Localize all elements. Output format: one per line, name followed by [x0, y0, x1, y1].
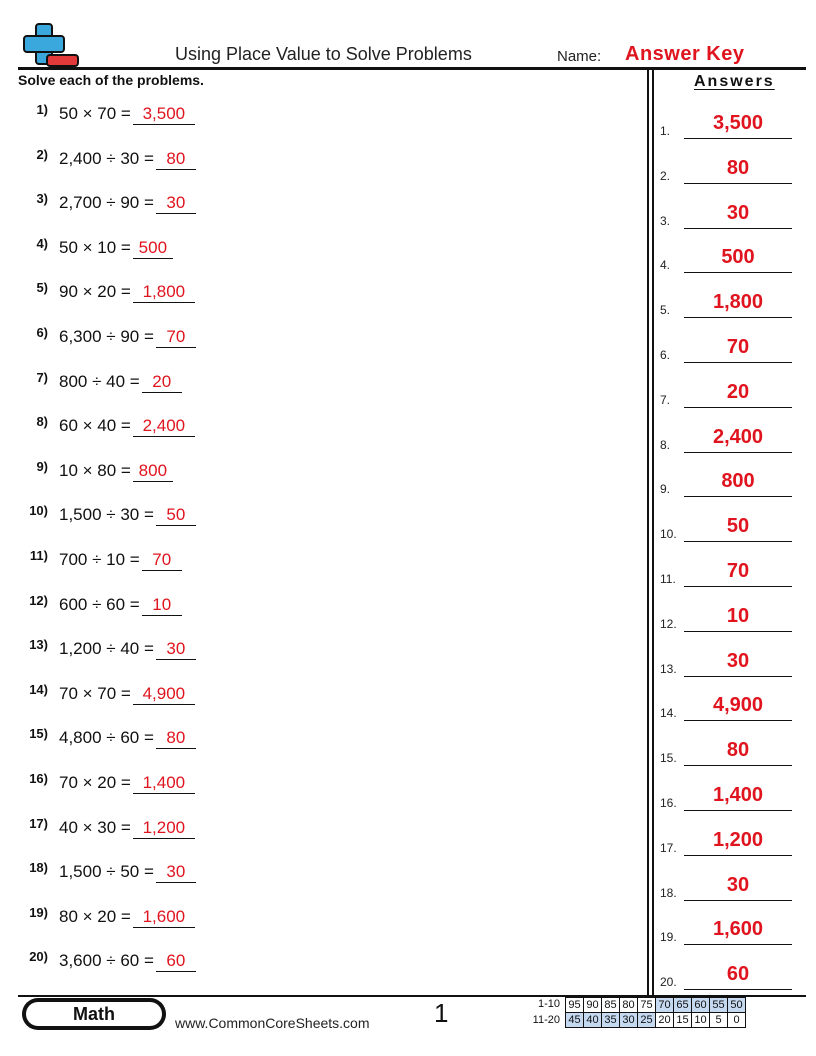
answer-key-line [684, 228, 792, 229]
answer-key-value: 60 [726, 963, 750, 986]
answer-key-item [660, 736, 792, 766]
problem-expression [59, 728, 196, 749]
answer-key-item [660, 288, 792, 318]
instructions: Solve each of the problems. [18, 72, 204, 88]
problem-equation: 2,700 ÷ 90 = [59, 193, 154, 213]
subject-badge [22, 998, 166, 1030]
answer-key-value: 70 [726, 560, 750, 582]
problem-equation: 600 ÷ 60 = [59, 594, 140, 614]
answer-key-number: 14. [660, 706, 677, 721]
answer-key-item [660, 154, 792, 184]
answer-key-item [660, 243, 792, 273]
answer-key-value: 20 [726, 380, 750, 403]
answer-key-number: 12. [660, 616, 677, 631]
problem-equation: 3,600 ÷ 60 = [59, 951, 154, 971]
answer-key-number: 13. [660, 661, 677, 676]
problem-expression [59, 862, 196, 883]
problem-expression [59, 818, 195, 839]
answer-blank: 70 [142, 550, 182, 571]
problem-expression [59, 684, 195, 705]
answer-key-number: 1. [660, 124, 671, 138]
answer-key-value: 30 [726, 201, 750, 224]
answer-key-line [684, 900, 792, 901]
column-divider-right [652, 69, 654, 995]
score-cell: 85 [602, 998, 620, 1013]
answer-key-number: 10. [660, 527, 677, 542]
answer-key-value: 80 [726, 156, 750, 179]
problem-expression [59, 505, 196, 526]
problem-expression [59, 104, 195, 125]
score-cell: 55 [710, 998, 728, 1013]
answer-key-item [660, 512, 792, 542]
problem-equation: 1,200 ÷ 40 = [59, 639, 154, 659]
answer-key-number: 4. [660, 258, 671, 273]
problem-equation: 4,800 ÷ 60 = [59, 728, 154, 748]
answer-key-item [660, 826, 792, 856]
name-value: Answer Key [625, 43, 745, 65]
answer-key-line [684, 855, 792, 856]
answer-key-line [684, 810, 792, 811]
problem-expression [59, 238, 173, 259]
problem-equation: 10 × 80 = [59, 460, 131, 480]
answer-blank: 80 [156, 149, 196, 170]
answer-key-item [660, 557, 792, 587]
answer-key-item [660, 871, 792, 901]
problem-equation: 40 × 30 = [59, 817, 131, 837]
answer-key-item [660, 423, 792, 453]
answer-blank: 2,400 [133, 416, 195, 437]
problem-number: 5) [36, 280, 48, 296]
problem-number: 17) [29, 815, 48, 831]
score-cell: 0 [728, 1013, 746, 1028]
problem-expression [59, 907, 195, 928]
problem-equation: 80 × 20 = [59, 906, 131, 926]
answer-blank: 1,800 [133, 282, 195, 303]
answer-key-value: 1,200 [712, 828, 764, 851]
answer-key-value: 30 [726, 649, 750, 672]
score-cell: 80 [620, 998, 638, 1013]
problem-number: 9) [36, 458, 48, 474]
answer-blank: 3,500 [133, 104, 195, 125]
answer-key-line [684, 183, 792, 184]
problem-equation: 700 ÷ 10 = [59, 550, 140, 569]
score-cell: 60 [692, 998, 710, 1013]
answer-key-value: 2,400 [712, 425, 764, 448]
problem-expression [59, 461, 173, 482]
answer-blank: 60 [156, 951, 196, 972]
problem-number: 14) [29, 681, 48, 697]
problem-number: 2) [36, 146, 48, 162]
answer-key-number: 20. [660, 975, 677, 990]
answer-key-number: 2. [660, 168, 671, 183]
answer-key-item [660, 960, 792, 990]
answer-blank: 800 [133, 461, 173, 482]
score-cell: 65 [674, 998, 692, 1013]
problem-equation: 60 × 40 = [59, 416, 131, 436]
answer-key-value: 3,500 [712, 112, 764, 134]
score-cell: 10 [692, 1013, 710, 1028]
problem-equation: 2,400 ÷ 30 = [59, 148, 154, 168]
answer-key-number: 19. [660, 930, 677, 945]
problem-expression [59, 951, 196, 972]
answer-key-line [684, 138, 792, 139]
answer-key-line [684, 496, 792, 497]
score-cell: 15 [674, 1013, 692, 1028]
answer-key-line [684, 272, 792, 273]
problem-expression [59, 595, 182, 616]
score-row-label: 11-20 [532, 1014, 560, 1026]
score-cell: 30 [620, 1013, 638, 1028]
answer-key-line [684, 765, 792, 766]
answer-key-number: 5. [660, 303, 671, 318]
answer-key-value: 1,600 [712, 918, 764, 941]
answer-blank: 10 [142, 595, 182, 616]
problem-expression [59, 639, 196, 660]
score-cell: 50 [728, 998, 746, 1013]
answer-key-number: 18. [660, 885, 677, 900]
name-label: Name: [557, 48, 602, 65]
answer-blank: 30 [156, 862, 196, 883]
problem-expression [59, 282, 195, 303]
answer-key-line [684, 586, 792, 587]
answer-key-line [684, 944, 792, 945]
problem-number: 7) [36, 369, 48, 385]
answer-key-number: 8. [660, 437, 671, 452]
problem-equation: 1,500 ÷ 30 = [59, 505, 154, 525]
answer-blank: 50 [156, 505, 196, 526]
problem-number: 11) [29, 548, 48, 563]
problem-expression [59, 550, 182, 571]
answer-key-value: 1,400 [712, 784, 764, 806]
answer-key-number: 7. [660, 392, 671, 407]
math-logo-icon [22, 22, 80, 68]
problem-expression [59, 416, 195, 437]
answer-key-number: 11. [660, 572, 676, 586]
problem-equation: 800 ÷ 40 = [59, 371, 140, 391]
answer-key-number: 17. [660, 840, 677, 855]
answer-key-line [684, 989, 792, 990]
answer-key-line [684, 720, 792, 721]
answer-key-item [660, 378, 792, 408]
answer-key-value: 50 [726, 515, 750, 538]
answer-blank: 30 [156, 193, 196, 214]
score-cell: 70 [656, 998, 674, 1013]
problem-equation: 70 × 70 = [59, 683, 131, 703]
answer-key-line [684, 541, 792, 542]
score-cell: 20 [656, 1013, 674, 1028]
answer-blank: 70 [156, 327, 196, 348]
problem-number: 12) [29, 592, 48, 608]
answer-key-line [684, 452, 792, 453]
problem-number: 16) [29, 771, 48, 786]
answer-key-item [660, 647, 792, 677]
answer-key-item [660, 199, 792, 229]
score-cell: 95 [566, 998, 584, 1013]
answer-key-value: 10 [726, 604, 750, 627]
answer-key-line [684, 676, 792, 677]
answer-blank: 1,400 [133, 773, 195, 794]
score-cell: 40 [584, 1013, 602, 1028]
subject-label: Math [26, 1002, 162, 1026]
answer-key-number: 3. [660, 213, 671, 228]
problem-equation: 90 × 20 = [59, 282, 131, 302]
score-row-label: 1-10 [537, 998, 560, 1010]
problem-expression [59, 149, 196, 170]
problem-equation: 70 × 20 = [59, 773, 131, 792]
problem-number: 10) [29, 503, 48, 519]
answer-key-value: 30 [726, 873, 750, 896]
column-divider-left [647, 69, 649, 995]
answer-key-value: 800 [721, 470, 755, 493]
score-cell: 25 [638, 1013, 656, 1028]
problem-equation: 50 × 70 = [59, 104, 131, 123]
answer-key-item [660, 691, 792, 721]
problem-equation: 6,300 ÷ 90 = [59, 327, 154, 346]
answer-key-value: 70 [726, 336, 750, 358]
problem-expression [59, 372, 182, 393]
answer-key-value: 1,800 [712, 291, 764, 314]
answer-blank: 1,200 [133, 818, 195, 839]
answer-key-number: 16. [660, 796, 677, 810]
page-number: 1 [434, 998, 449, 1028]
problem-number: 20) [29, 949, 48, 965]
answer-blank: 1,600 [133, 907, 195, 928]
problem-number: 4) [36, 235, 48, 251]
answer-blank: 4,900 [133, 684, 195, 705]
score-cell: 45 [566, 1013, 584, 1028]
score-cell: 75 [638, 998, 656, 1013]
problem-number: 15) [29, 726, 48, 742]
answer-key-number: 9. [660, 482, 671, 497]
answer-blank: 20 [142, 372, 182, 393]
answer-key-item [660, 915, 792, 945]
answer-blank: 30 [156, 639, 196, 660]
problem-number: 18) [29, 860, 48, 876]
answer-key-item [660, 781, 792, 811]
answers-heading: Answers [694, 73, 775, 90]
answer-key-line [684, 362, 792, 363]
answer-key-item [660, 602, 792, 632]
problem-equation: 50 × 10 = [59, 237, 131, 257]
problem-number: 13) [29, 637, 48, 653]
problem-expression [59, 193, 196, 214]
website-link[interactable]: www.CommonCoreSheets.com [175, 1015, 370, 1031]
answer-key-value: 500 [721, 246, 755, 269]
answer-key-line [684, 407, 792, 408]
score-cell: 35 [602, 1013, 620, 1028]
problem-number: 6) [36, 325, 48, 340]
problem-expression [59, 327, 196, 348]
answer-blank: 80 [156, 728, 196, 749]
answer-key-item [660, 109, 792, 139]
problem-number: 3) [36, 191, 48, 207]
answer-key-number: 15. [660, 751, 677, 766]
answer-key-value: 80 [726, 739, 750, 762]
score-cell: 90 [584, 998, 602, 1013]
worksheet-title: Using Place Value to Solve Problems [175, 44, 472, 64]
problem-number: 8) [36, 414, 48, 430]
problem-expression [59, 773, 195, 794]
answer-key-number: 6. [660, 348, 671, 362]
header-divider [18, 67, 806, 70]
answer-key-value: 4,900 [712, 694, 764, 717]
problem-number: 1) [36, 102, 48, 117]
answer-key-line [684, 317, 792, 318]
problem-number: 19) [29, 904, 48, 920]
answer-key-line [684, 631, 792, 632]
score-cell: 5 [710, 1013, 728, 1028]
answer-blank: 500 [133, 238, 173, 259]
problem-equation: 1,500 ÷ 50 = [59, 862, 154, 882]
answer-key-item [660, 467, 792, 497]
score-table [565, 997, 746, 1028]
answer-key-item [660, 333, 792, 363]
